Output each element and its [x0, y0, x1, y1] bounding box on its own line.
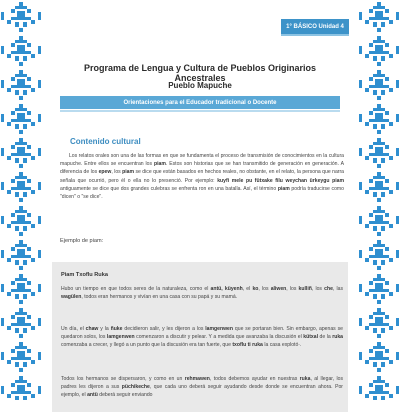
story-paragraph-1: Hubo un tiempo en que todos seres de la naturaleza, como el antü, küyenh, el ko, los aliwen, los kulliñ, los che, las wagülen, todos eran hermanos y vivían en una casa con su papá y su mamá. [61, 286, 344, 301]
story-title: Piam Txoflu Ruka [61, 272, 108, 278]
banner-underline [60, 110, 340, 112]
story-paragraph-2: Un día, el chaw y la ñuke decidieron salir, y les dijeron a los lamgenwen que se portaran bien. Sin embargo, apenas se quedaron solos, los lamgenwen comenzaron a discutir y pelear. Y a medida que avanzaba la discusión el kütxal de la ruka comenzaba a crecer, y llegó a un punto que la discusión era tan fuerte, que txoflu ti ruka la casa explotó·. [61, 326, 343, 349]
page-subtitle: Pueblo Mapuche [168, 81, 232, 90]
decorative-border-left [0, 0, 42, 400]
section-title: Contenido cultural [70, 137, 141, 146]
example-label: Ejemplo de piam: [60, 238, 104, 244]
page-title: Programa de Lengua y Cultura de Pueblos Originarios Ancestrales [83, 63, 317, 83]
grade-unit-badge: 1° BÁSICO Unidad 4 [281, 19, 349, 34]
educator-banner: Orientaciones para el Educador tradicional o Docente [60, 96, 340, 109]
story-paragraph-3: Todos los hermanos se dispersaron, y como en un rehmawen, todos debemos ayudar en nuestras ruka, al llegar, los padres les dijeron a sus püchikeche, que cada uno deberá seguir ayudando desde donde se encuentran ahora. Por ejemplo, el antü deberá seguir enviando [61, 376, 343, 399]
mapuche-pattern-left [0, 0, 42, 400]
badge-underline [281, 34, 349, 36]
cultural-content-paragraph: Los relatos orales son una de las formas en que se fundamenta el proceso de transmisión de conocimientos en la cultura mapuche. Entre ellos se encuentran los piam. Estos son historias que se han transmitido de generación en generación. A diferencia de los epew, los piam se dice que están basados en hechos reales, no obstante, en el relato, la persona que narra señala que ocurrió, pero él o ella no lo presenció. Por ejemplo: kuyfi mele pu fütxake filu weychan ürkeygu piam antiguamente se dice que dos grandes culebras se enfrenta ron en una batalla. Así, el término piam podría traducirse como "dicen" o "se dice". [60, 153, 345, 201]
decorative-border-right [358, 0, 400, 400]
mapuche-pattern-right [358, 0, 400, 400]
